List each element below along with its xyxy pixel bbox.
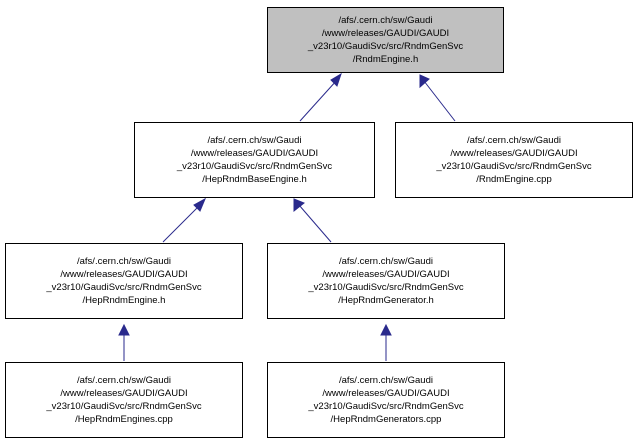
node-label-line: _v23r10/GaudiSvc/src/RndmGenSvc [308, 401, 464, 412]
node-label-line: /www/releases/GAUDI/GAUDI [60, 269, 188, 280]
node-rndmengine-cpp[interactable] [395, 122, 633, 198]
node-label-line: _v23r10/GaudiSvc/src/RndmGenSvc [46, 282, 202, 293]
node-label-line: /afs/.cern.ch/sw/Gaudi [339, 256, 433, 267]
edge-heprndmgenerator-to-heprndmbaseengine [294, 199, 331, 242]
node-rndmengine-h[interactable] [267, 7, 504, 73]
node-label-line: /HepRndmEngines.cpp [75, 414, 173, 425]
node-heprndmgenerator-h[interactable] [267, 243, 505, 319]
node-label-line: /HepRndmGenerator.h [338, 295, 434, 306]
node-label-line: /afs/.cern.ch/sw/Gaudi [338, 15, 433, 26]
node-label-line: /RndmEngine.h [352, 54, 419, 65]
node-label-line: _v23r10/GaudiSvc/src/RndmGenSvc [176, 161, 333, 172]
edge-heprndmenginescpp-to-heprndmengine [119, 325, 129, 361]
node-label-line: /www/releases/GAUDI/GAUDI [322, 269, 450, 280]
node-label-line: /RndmEngine.cpp [476, 174, 552, 185]
node-heprndmengines-cpp[interactable] [5, 362, 243, 438]
node-heprndmbaseengine-h[interactable] [134, 122, 375, 198]
node-label-line: /www/releases/GAUDI/GAUDI [321, 28, 450, 39]
node-label-line: /www/releases/GAUDI/GAUDI [190, 148, 319, 159]
node-label-line: _v23r10/GaudiSvc/src/RndmGenSvc [436, 161, 592, 172]
node-label-line: /afs/.cern.ch/sw/Gaudi [77, 256, 171, 267]
node-heprndmgenerators-cpp[interactable] [267, 362, 505, 438]
node-label-line: /afs/.cern.ch/sw/Gaudi [207, 135, 302, 146]
node-label-line: _v23r10/GaudiSvc/src/RndmGenSvc [308, 282, 464, 293]
node-label-line: /www/releases/GAUDI/GAUDI [322, 388, 450, 399]
node-heprndmengine-h[interactable] [5, 243, 243, 319]
node-label-line: /www/releases/GAUDI/GAUDI [60, 388, 188, 399]
node-label-line: _v23r10/GaudiSvc/src/RndmGenSvc [307, 41, 464, 52]
node-label-line: /afs/.cern.ch/sw/Gaudi [339, 375, 433, 386]
node-label-line: /HepRndmGenerators.cpp [330, 414, 442, 425]
edge-heprndmbaseengine-to-rndmengine [300, 74, 341, 121]
node-label-line: /afs/.cern.ch/sw/Gaudi [467, 135, 561, 146]
node-label-line: /HepRndmEngine.h [82, 295, 166, 306]
edge-heprndmengine-to-heprndmbaseengine [163, 199, 205, 242]
node-label-line: /HepRndmBaseEngine.h [202, 174, 307, 185]
edge-rndmenginecpp-to-rndmengine [420, 75, 455, 121]
node-label-line: _v23r10/GaudiSvc/src/RndmGenSvc [46, 401, 202, 412]
node-label-line: /www/releases/GAUDI/GAUDI [450, 148, 578, 159]
node-label-line: /afs/.cern.ch/sw/Gaudi [77, 375, 171, 386]
edge-heprndmgeneratorscpp-to-heprndmgenerator [381, 325, 391, 361]
